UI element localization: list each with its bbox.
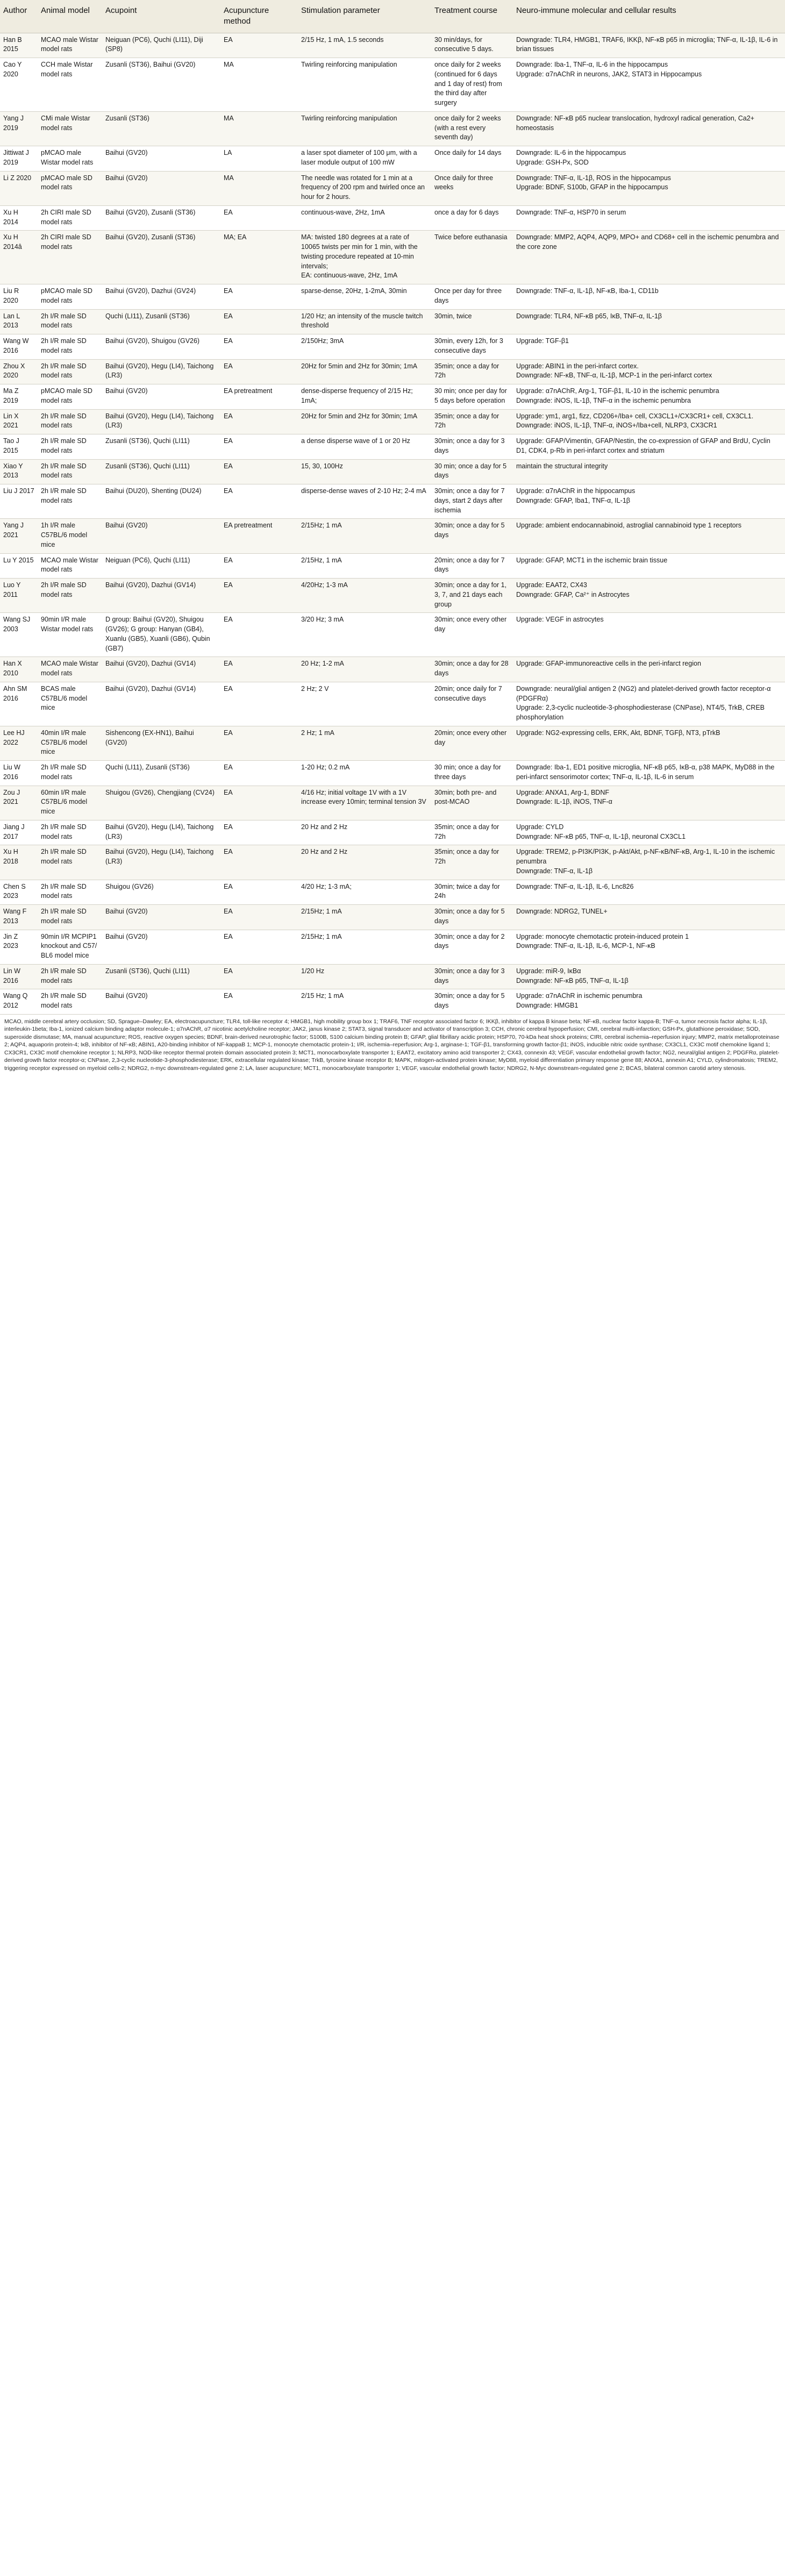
- cell-results: Downgrade: TNF-α, IL-1β, NF-κB, Iba-1, CD11b: [513, 284, 785, 310]
- cell-results: Downgrade: TLR4, HMGB1, TRAF6, IKKβ, NF-κB p65 in microglia; TNF-α, IL-1β, IL-6 in brian tissues: [513, 33, 785, 58]
- cell-animal-model: 2h I/R male SD model rats: [38, 964, 102, 989]
- table-row: [0, 384, 785, 410]
- table-row: [0, 726, 785, 760]
- cell-author: Wang F 2013: [0, 905, 38, 930]
- cell-stimulation-parameter: MA: twisted 180 degrees at a rate of 10065 twists per min for 1 min, with the twisting procedure repeated at 10-min intervals; EA: continuous-wave, 2Hz, 1mA: [298, 231, 431, 284]
- cell-treatment-course: Twice before euthanasia: [431, 231, 513, 284]
- table-row: [0, 761, 785, 786]
- cell-animal-model: 90min I/R male Wistar model rats: [38, 613, 102, 657]
- cell-stimulation-parameter: sparse-dense, 20Hz, 1-2mA, 30min: [298, 284, 431, 310]
- cell-author: Wang Q 2012: [0, 989, 38, 1015]
- cell-author: Yang J 2019: [0, 111, 38, 146]
- cell-acupuncture-method: MA: [220, 111, 298, 146]
- cell-author: Xiao Y 2013: [0, 459, 38, 484]
- cell-treatment-course: 30min, every 12h, for 3 consecutive days: [431, 334, 513, 360]
- cell-acupoint: Shuigou (GV26): [102, 880, 220, 905]
- cell-stimulation-parameter: 15, 30, 100Hz: [298, 459, 431, 484]
- cell-animal-model: 2h I/R male SD model rats: [38, 820, 102, 845]
- cell-acupuncture-method: EA: [220, 33, 298, 58]
- cell-acupuncture-method: EA: [220, 820, 298, 845]
- cell-acupoint: Baihui (GV20): [102, 146, 220, 172]
- cell-results: Upgrade: TGF-β1: [513, 334, 785, 360]
- cell-treatment-course: 30min; once a day for 5 days: [431, 989, 513, 1015]
- cell-animal-model: 40min I/R male C57BL/6 model mice: [38, 726, 102, 760]
- table-row: [0, 309, 785, 334]
- cell-author: Wang W 2016: [0, 334, 38, 360]
- cell-author: Lin W 2016: [0, 964, 38, 989]
- cell-stimulation-parameter: 2/15 Hz, 1 mA, 1.5 seconds: [298, 33, 431, 58]
- cell-treatment-course: Once daily for three weeks: [431, 171, 513, 205]
- cell-acupoint: Quchi (LI11), Zusanli (ST36): [102, 761, 220, 786]
- cell-acupoint: Baihui (GV20): [102, 171, 220, 205]
- cell-results: Upgrade: GFAP/Vimentin, GFAP/Nestin, the co-expression of GFAP and BrdU, Cyclin D1, CDK4, p-Rb in peri-infarct cortex and striatum: [513, 434, 785, 460]
- cell-stimulation-parameter: 1-20 Hz; 0.2 mA: [298, 761, 431, 786]
- cell-acupoint: Neiguan (PC6), Quchi (LI11): [102, 553, 220, 579]
- cell-stimulation-parameter: 3/20 Hz; 3 mA: [298, 613, 431, 657]
- cell-results: Downgrade: MMP2, AQP4, AQP9, MPO+ and CD68+ cell in the ischemic penumbra and the core zone: [513, 231, 785, 284]
- cell-results: Upgrade: α7nAChR in the hippocampus Downgrade: GFAP, Iba1, TNF-α, IL-1β: [513, 484, 785, 519]
- cell-acupoint: Zusanli (ST36): [102, 111, 220, 146]
- cell-stimulation-parameter: 20Hz for 5min and 2Hz for 30min; 1mA: [298, 409, 431, 434]
- cell-results: Upgrade: α7nAChR, Arg-1, TGF-β1, IL-10 in the ischemic penumbra Downgrade: iNOS, IL-1β, TNF-α in the ischemic penumbra: [513, 384, 785, 410]
- cell-results: Upgrade: ABIN1 in the peri-infarct cortex. Downgrade: NF-κB, TNF-α, IL-1β, MCP-1 in the peri-infarct cortex: [513, 359, 785, 384]
- table-row: [0, 409, 785, 434]
- table-row: [0, 33, 785, 58]
- table-row: [0, 820, 785, 845]
- cell-animal-model: 2h I/R male SD model rats: [38, 434, 102, 460]
- cell-author: Liu J 2017: [0, 484, 38, 519]
- cell-acupuncture-method: EA: [220, 905, 298, 930]
- cell-treatment-course: 30min; twice a day for 24h: [431, 880, 513, 905]
- cell-results: maintain the structural integrity: [513, 459, 785, 484]
- cell-animal-model: MCAO male Wistar model rats: [38, 657, 102, 682]
- cell-results: Downgrade: TLR4, NF-κB p65, IκB, TNF-α, IL-1β: [513, 309, 785, 334]
- cell-author: Liu W 2016: [0, 761, 38, 786]
- cell-author: Ahn SM 2016: [0, 682, 38, 726]
- cell-author: Jiang J 2017: [0, 820, 38, 845]
- cell-acupuncture-method: EA: [220, 434, 298, 460]
- cell-acupuncture-method: EA pretreatment: [220, 384, 298, 410]
- table-row: [0, 334, 785, 360]
- cell-stimulation-parameter: 4/20 Hz; 1-3 mA;: [298, 880, 431, 905]
- cell-acupoint: Zusanli (ST36), Quchi (LI11): [102, 964, 220, 989]
- cell-acupoint: Baihui (DU20), Shenting (DU24): [102, 484, 220, 519]
- cell-treatment-course: 20min; once every other day: [431, 726, 513, 760]
- cell-acupoint: Neiguan (PC6), Quchi (LI11), Diji (SP8): [102, 33, 220, 58]
- cell-animal-model: 2h I/R male SD model rats: [38, 334, 102, 360]
- cell-treatment-course: 35min; once a day for 72h: [431, 820, 513, 845]
- cell-author: Lan L 2013: [0, 309, 38, 334]
- cell-stimulation-parameter: 2/150Hz; 3mA: [298, 334, 431, 360]
- table-row: [0, 58, 785, 112]
- cell-animal-model: 2h I/R male SD model rats: [38, 761, 102, 786]
- cell-animal-model: CCH male Wistar model rats: [38, 58, 102, 112]
- table-row: [0, 553, 785, 579]
- cell-results: Upgrade: ym1, arg1, fizz, CD206+/Iba+ cell, CX3CL1+/CX3CR1+ cell, CX3CL1. Downgrade: iNOS, IL-1β, TNF-α, iNOS+/Iba+cell, NLRP3, CX3CR1: [513, 409, 785, 434]
- table-row: [0, 519, 785, 553]
- cell-animal-model: pMCAO male SD model rats: [38, 384, 102, 410]
- cell-results: Downgrade: TNF-α, HSP70 in serum: [513, 205, 785, 231]
- cell-treatment-course: 20min; once a day for 7 days: [431, 553, 513, 579]
- cell-stimulation-parameter: continuous-wave, 2Hz, 1mA: [298, 205, 431, 231]
- cell-results: Upgrade: VEGF in astrocytes: [513, 613, 785, 657]
- cell-acupoint: Quchi (LI11), Zusanli (ST36): [102, 309, 220, 334]
- cell-treatment-course: Once per day for three days: [431, 284, 513, 310]
- table-row: [0, 284, 785, 310]
- cell-author: Chen S 2023: [0, 880, 38, 905]
- cell-acupoint: Baihui (GV20), Dazhui (GV14): [102, 682, 220, 726]
- cell-acupuncture-method: EA: [220, 459, 298, 484]
- cell-stimulation-parameter: 2 Hz; 2 V: [298, 682, 431, 726]
- cell-acupoint: Baihui (GV20): [102, 989, 220, 1015]
- cell-acupoint: Baihui (GV20): [102, 519, 220, 553]
- cell-acupoint: Baihui (GV20), Hegu (LI4), Taichong (LR3): [102, 359, 220, 384]
- cell-acupuncture-method: EA: [220, 726, 298, 760]
- cell-animal-model: 1h I/R male C57BL/6 model mice: [38, 519, 102, 553]
- cell-acupoint: Baihui (GV20), Dazhui (GV14): [102, 579, 220, 613]
- cell-acupoint: Baihui (GV20), Hegu (LI4), Taichong (LR3): [102, 409, 220, 434]
- cell-animal-model: 2h I/R male SD model rats: [38, 409, 102, 434]
- cell-treatment-course: 30 min; once a day for 5 days: [431, 459, 513, 484]
- cell-results: Upgrade: CYLD Downgrade: NF-κB p65, TNF-α, IL-1β, neuronal CX3CL1: [513, 820, 785, 845]
- cell-author: Jin Z 2023: [0, 930, 38, 964]
- cell-acupoint: Baihui (GV20), Dazhui (GV24): [102, 284, 220, 310]
- table-row: [0, 964, 785, 989]
- cell-results: Downgrade: TNF-α, IL-1β, ROS in the hippocampus Upgrade: BDNF, S100b, GFAP in the hippocampus: [513, 171, 785, 205]
- cell-author: Lin X 2021: [0, 409, 38, 434]
- table-footnote: MCAO, middle cerebral artery occlusion; SD, Sprague–Dawley; EA, electroacupuncture; TLR4, toll-like receptor 4; HMGB1, high mobility group box 1; TRAF6, TNF receptor associated factor 6; IKKβ, inhibitor of kappa B kinase beta; NF-κB, nuclear factor kappa-B; TNF-α, tumor necrosis factor alpha; IL-1β, interleukin-1beta; Iba-1, ionized calcium binding adaptor molecule-1; α7nAChR, α7 nicotinic acetylcholine receptor; JAK2, janus kinase 2; STAT3, signal transducer and activator of transcription 3; CCH, chronic cerebral hypoperfusion; CMI, cerebral multi-infarction; GSH-Px, glutathione peroxidase; SOD, superoxide dismutase; MA, manual acupuncture; ROS, reactive oxygen species; BDNF, brain-derived neurotrophic factor; S100B, S100 calcium binding protein B; GFAP, glial fibrillary acidic protein; HSP70, 70-kDa heat shock proteins; CIRI, cerebral ischemia–reperfusion injury; MMP2, matrix metalloproteinase 2; AQP4, aquaporin protein-4; IκB, inhibitor of NF-κB; ABIN1, A20-binding inhibitor of NF-kappaB 1; MCP-1, monocyte chemotactic protein-1; I/R, ischemia–reperfusion; Arg-1, arginase-1; TGF-β1, transforming growth factor-β1; iNOS, inducible nitric oxide synthase; CX3CL1, CX3C motif chemokine ligand 1; CX3CR1, CX3C motif chemokine receptor 1; NLRP3, NOD-like receptor thermal protein domain associated protein 3; MCT1, monocarboxylate transporter 1; EAAT2, excitatory amino acid transporter 2; CX43, connexin 43; VEGF, vascular endothelial growth factor; NG2, neural/glial antigen 2; PDGFRα, platelet-derived growth factor receptor-α; CNPase, 2,3-cyclic nucleotide-3-phosphodiesterase; ERK, extracellular regulated kinase; TrkB, tyrosine kinase receptor B; MAPK, mitogen-activated protein kinase; MyD88, myeloid differentiation primary response gene 88; ANXA1, annexin A1; CYLD, cylindromatosis; TREM2, triggering receptor expressed on myeloid cells-2; NDRG2, n-myc downstream-regulated gene 2; LA, laser acupuncture; MCT1, monocarboxylate transporter 1; VEGF, vascular endothelial growth factor; NDRG2, N-Myc downstream-regulated gene 2; BCAS, bilateral common carotid artery stenosis.: [4, 1018, 780, 1072]
- cell-results: Upgrade: GFAP, MCT1 in the ischemic brain tissue: [513, 553, 785, 579]
- cell-acupoint: Baihui (GV20), Zusanli (ST36): [102, 231, 220, 284]
- cell-results: Upgrade: α7nAChR in ischemic penumbra Downgrade: HMGB1: [513, 989, 785, 1015]
- cell-treatment-course: 30min; once a day for 7 days, start 2 days after ischemia: [431, 484, 513, 519]
- cell-acupoint: Baihui (GV20), Hegu (LI4), Taichong (LR3): [102, 820, 220, 845]
- cell-results: Downgrade: TNF-α, IL-1β, IL-6, Lnc826: [513, 880, 785, 905]
- cell-treatment-course: 30min; both pre- and post-MCAO: [431, 786, 513, 820]
- cell-acupuncture-method: EA: [220, 579, 298, 613]
- cell-stimulation-parameter: 20 Hz and 2 Hz: [298, 820, 431, 845]
- cell-animal-model: BCAS male C57BL/6 model mice: [38, 682, 102, 726]
- cell-acupuncture-method: EA: [220, 484, 298, 519]
- table-row: [0, 434, 785, 460]
- cell-stimulation-parameter: 2/15Hz; 1 mA: [298, 930, 431, 964]
- table-row: [0, 682, 785, 726]
- cell-animal-model: 60min I/R male C57BL/6 model mice: [38, 786, 102, 820]
- table-body: [0, 33, 785, 1014]
- cell-treatment-course: 30min; once a day for 1, 3, 7, and 21 days each group: [431, 579, 513, 613]
- cell-treatment-course: 30min; once a day for 3 days: [431, 434, 513, 460]
- cell-stimulation-parameter: 2/15Hz; 1 mA: [298, 905, 431, 930]
- cell-stimulation-parameter: 4/16 Hz; initial voltage 1V with a 1V increase every 10min; terminal tension 3V: [298, 786, 431, 820]
- cell-acupoint: Baihui (GV20): [102, 930, 220, 964]
- cell-stimulation-parameter: 2/15Hz, 1 mA: [298, 553, 431, 579]
- cell-treatment-course: 20min; once daily for 7 consecutive days: [431, 682, 513, 726]
- cell-treatment-course: 35min; once a day for 72h: [431, 359, 513, 384]
- cell-treatment-course: 35min; once a day for 72h: [431, 845, 513, 880]
- cell-results: Upgrade: EAAT2, CX43 Downgrade: GFAP, Ca²⁺ in Astrocytes: [513, 579, 785, 613]
- header-treatment-course: Treatment course: [431, 0, 513, 33]
- cell-acupoint: Zusanli (ST36), Baihui (GV20): [102, 58, 220, 112]
- cell-results: Upgrade: ANXA1, Arg-1, BDNF Downgrade: IL-1β, iNOS, TNF-α: [513, 786, 785, 820]
- cell-results: Upgrade: TREM2, p-PI3K/PI3K, p-Akt/Akt, p-NF-κB/NF-κB, Arg-1, IL-10 in the ischemic penumbra Downgrade: TNF-α, IL-1β: [513, 845, 785, 880]
- cell-author: Xu H 2018: [0, 845, 38, 880]
- cell-acupuncture-method: EA: [220, 613, 298, 657]
- cell-acupoint: Baihui (GV20): [102, 905, 220, 930]
- cell-treatment-course: 30min, twice: [431, 309, 513, 334]
- cell-treatment-course: 30min; once a day for 3 days: [431, 964, 513, 989]
- cell-results: Upgrade: monocyte chemotactic protein-induced protein 1 Downgrade: TNF-α, IL-1β, IL-6, MCP-1, NF-κB: [513, 930, 785, 964]
- table-row: [0, 459, 785, 484]
- header-stimulation-parameter: Stimulation parameter: [298, 0, 431, 33]
- cell-acupuncture-method: EA: [220, 359, 298, 384]
- cell-author: Yang J 2021: [0, 519, 38, 553]
- cell-acupuncture-method: EA: [220, 845, 298, 880]
- cell-acupuncture-method: EA: [220, 682, 298, 726]
- cell-results: Upgrade: GFAP-immunoreactive cells in the peri-infarct region: [513, 657, 785, 682]
- cell-animal-model: 2h I/R male SD model rats: [38, 989, 102, 1015]
- cell-stimulation-parameter: 2/15 Hz; 1 mA: [298, 989, 431, 1015]
- cell-stimulation-parameter: Twirling reinforcing manipulation: [298, 111, 431, 146]
- cell-results: Downgrade: neural/glial antigen 2 (NG2) and platelet-derived growth factor receptor-α (PDGFRα) Upgrade: 2,3-cyclic nucleotide-3-phosphodiesterase (CNPase), NT4/5, TrkB, CREB phosphorylation: [513, 682, 785, 726]
- cell-acupuncture-method: EA: [220, 409, 298, 434]
- cell-acupuncture-method: EA: [220, 880, 298, 905]
- cell-acupuncture-method: EA: [220, 284, 298, 310]
- cell-results: Downgrade: Iba-1, TNF-α, IL-6 in the hippocampus Upgrade: α7nAChR in neurons, JAK2, STAT3 in Hippocampus: [513, 58, 785, 112]
- cell-stimulation-parameter: 2/15Hz; 1 mA: [298, 519, 431, 553]
- cell-author: Wang SJ 2003: [0, 613, 38, 657]
- cell-treatment-course: 30min; once a day for 2 days: [431, 930, 513, 964]
- table-row: [0, 171, 785, 205]
- cell-author: Tao J 2015: [0, 434, 38, 460]
- cell-animal-model: pMCAO male Wistar model rats: [38, 146, 102, 172]
- cell-animal-model: 2h I/R male SD model rats: [38, 359, 102, 384]
- cell-animal-model: 2h CIRI male SD model rats: [38, 231, 102, 284]
- cell-results: Downgrade: NDRG2, TUNEL+: [513, 905, 785, 930]
- cell-acupoint: Zusanli (ST36), Quchi (LI11): [102, 434, 220, 460]
- cell-animal-model: pMCAO male SD model rats: [38, 284, 102, 310]
- cell-acupoint: Baihui (GV20), Dazhui (GV14): [102, 657, 220, 682]
- table-row: [0, 786, 785, 820]
- cell-treatment-course: once daily for 2 weeks (with a rest every seventh day): [431, 111, 513, 146]
- acupuncture-studies-table: [0, 0, 785, 1015]
- cell-acupoint: Shuigou (GV26), Chengjiang (CV24): [102, 786, 220, 820]
- header-acupoint: Acupoint: [102, 0, 220, 33]
- cell-author: Han X 2010: [0, 657, 38, 682]
- table-row: [0, 905, 785, 930]
- cell-stimulation-parameter: a laser spot diameter of 100 μm, with a laser module output of 100 mW: [298, 146, 431, 172]
- cell-acupuncture-method: MA: [220, 58, 298, 112]
- cell-author: Xu H 2014: [0, 205, 38, 231]
- cell-author: Lu Y 2015: [0, 553, 38, 579]
- cell-animal-model: 2h I/R male SD model rats: [38, 309, 102, 334]
- cell-author: Zou J 2021: [0, 786, 38, 820]
- cell-acupoint: D group: Baihui (GV20), Shuigou (GV26); G group: Hanyan (GB4), Xuanlu (GB5), Xuanli (GB6), Qubin (GB7): [102, 613, 220, 657]
- cell-author: Lee HJ 2022: [0, 726, 38, 760]
- cell-acupoint: Baihui (GV20): [102, 384, 220, 410]
- cell-animal-model: 2h I/R male SD model rats: [38, 880, 102, 905]
- cell-animal-model: 2h I/R male SD model rats: [38, 459, 102, 484]
- table-row: [0, 579, 785, 613]
- cell-treatment-course: 35min; once a day for 72h: [431, 409, 513, 434]
- cell-animal-model: MCAO male Wistar model rats: [38, 553, 102, 579]
- cell-stimulation-parameter: 4/20Hz; 1-3 mA: [298, 579, 431, 613]
- header-results: Neuro-immune molecular and cellular results: [513, 0, 785, 33]
- cell-animal-model: 2h I/R male SD model rats: [38, 845, 102, 880]
- cell-stimulation-parameter: 1/20 Hz: [298, 964, 431, 989]
- cell-acupuncture-method: EA: [220, 657, 298, 682]
- cell-author: Liu R 2020: [0, 284, 38, 310]
- cell-treatment-course: 30min; once a day for 5 days: [431, 905, 513, 930]
- cell-stimulation-parameter: 20 Hz and 2 Hz: [298, 845, 431, 880]
- cell-treatment-course: 30 min/days, for consecutive 5 days.: [431, 33, 513, 58]
- cell-stimulation-parameter: dense-disperse frequency of 2/15 Hz; 1mA;: [298, 384, 431, 410]
- cell-animal-model: 90min I/R MCPIP1 knockout and C57/ BL6 model mice: [38, 930, 102, 964]
- cell-acupoint: Baihui (GV20), Zusanli (ST36): [102, 205, 220, 231]
- cell-author: Ma Z 2019: [0, 384, 38, 410]
- cell-acupoint: Sishencong (EX-HN1), Baihui (GV20): [102, 726, 220, 760]
- cell-acupuncture-method: EA: [220, 553, 298, 579]
- cell-treatment-course: 30min; once a day for 28 days: [431, 657, 513, 682]
- cell-results: Downgrade: IL-6 in the hippocampus Upgrade: GSH-Px, SOD: [513, 146, 785, 172]
- cell-animal-model: 2h I/R male SD model rats: [38, 579, 102, 613]
- cell-animal-model: 2h I/R male SD model rats: [38, 905, 102, 930]
- cell-acupuncture-method: EA: [220, 205, 298, 231]
- cell-stimulation-parameter: a dense disperse wave of 1 or 20 Hz: [298, 434, 431, 460]
- header-acupuncture-method: Acupuncture method: [220, 0, 298, 33]
- cell-stimulation-parameter: The needle was rotated for 1 min at a frequency of 200 rpm and twirled once an hour for 2 hours.: [298, 171, 431, 205]
- cell-treatment-course: once daily for 2 weeks (continued for 6 days and 1 day of rest) from the third day after surgery: [431, 58, 513, 112]
- cell-acupuncture-method: EA pretreatment: [220, 519, 298, 553]
- cell-acupuncture-method: MA; EA: [220, 231, 298, 284]
- table-row: [0, 880, 785, 905]
- table-header-row: [0, 0, 785, 33]
- cell-results: Downgrade: NF-κB p65 nuclear translocation, hydroxyl radical generation, Ca2+ homeostasis: [513, 111, 785, 146]
- cell-acupuncture-method: LA: [220, 146, 298, 172]
- cell-author: Luo Y 2011: [0, 579, 38, 613]
- cell-author: Li Z 2020: [0, 171, 38, 205]
- table-row: [0, 989, 785, 1015]
- cell-results: Downgrade: Iba-1, ED1 positive microglia, NF-κB p65, IκB-α, p38 MAPK, MyD88 in the peri-infarct sensorimotor cortex; TNF-α, IL-1β, IL-6 in serum: [513, 761, 785, 786]
- cell-treatment-course: Once daily for 14 days: [431, 146, 513, 172]
- cell-animal-model: MCAO male Wistar model rats: [38, 33, 102, 58]
- cell-acupoint: Baihui (GV20), Hegu (LI4), Taichong (LR3): [102, 845, 220, 880]
- cell-acupoint: Zusanli (ST36), Quchi (LI11): [102, 459, 220, 484]
- table-row: [0, 231, 785, 284]
- cell-acupuncture-method: MA: [220, 171, 298, 205]
- table-row: [0, 205, 785, 231]
- cell-results: Upgrade: NG2-expressing cells, ERK, Akt, BDNF, TGFβ, NT3, pTrkB: [513, 726, 785, 760]
- cell-animal-model: 2h CIRI male SD model rats: [38, 205, 102, 231]
- cell-acupuncture-method: EA: [220, 964, 298, 989]
- cell-acupuncture-method: EA: [220, 786, 298, 820]
- table-row: [0, 613, 785, 657]
- cell-acupoint: Baihui (GV20), Shuigou (GV26): [102, 334, 220, 360]
- cell-stimulation-parameter: disperse-dense waves of 2-10 Hz; 2-4 mA: [298, 484, 431, 519]
- cell-author: Zhou X 2020: [0, 359, 38, 384]
- cell-author: Cao Y 2020: [0, 58, 38, 112]
- cell-animal-model: CMi male Wistar model rats: [38, 111, 102, 146]
- cell-author: Jittiwat J 2019: [0, 146, 38, 172]
- cell-author: Han B 2015: [0, 33, 38, 58]
- cell-results: Upgrade: ambient endocannabinoid, astroglial cannabinoid type 1 receptors: [513, 519, 785, 553]
- table-row: [0, 657, 785, 682]
- cell-results: Upgrade: miR-9, IκBα Downgrade: NF-κB p65, TNF-α, IL-1β: [513, 964, 785, 989]
- cell-treatment-course: 30min; once every other day: [431, 613, 513, 657]
- table-row: [0, 111, 785, 146]
- cell-treatment-course: 30 min; once a day for three days: [431, 761, 513, 786]
- cell-author: Xu H 2014â: [0, 231, 38, 284]
- header-animal-model: Animal model: [38, 0, 102, 33]
- header-author: Author: [0, 0, 38, 33]
- table-row: [0, 359, 785, 384]
- cell-acupuncture-method: EA: [220, 761, 298, 786]
- cell-acupuncture-method: EA: [220, 989, 298, 1015]
- cell-acupuncture-method: EA: [220, 930, 298, 964]
- table-row: [0, 845, 785, 880]
- cell-stimulation-parameter: 20Hz for 5min and 2Hz for 30min; 1mA: [298, 359, 431, 384]
- cell-acupuncture-method: EA: [220, 334, 298, 360]
- table-row: [0, 146, 785, 172]
- cell-treatment-course: 30 min; once per day for 5 days before operation: [431, 384, 513, 410]
- table-row: [0, 930, 785, 964]
- table-row: [0, 484, 785, 519]
- cell-animal-model: pMCAO male SD model rats: [38, 171, 102, 205]
- cell-acupuncture-method: EA: [220, 309, 298, 334]
- cell-stimulation-parameter: 1/20 Hz; an intensity of the muscle twitch threshold: [298, 309, 431, 334]
- cell-animal-model: 2h I/R male SD model rats: [38, 484, 102, 519]
- cell-treatment-course: once a day for 6 days: [431, 205, 513, 231]
- cell-stimulation-parameter: 20 Hz; 1-2 mA: [298, 657, 431, 682]
- cell-stimulation-parameter: 2 Hz; 1 mA: [298, 726, 431, 760]
- cell-stimulation-parameter: Twirling reinforcing manipulation: [298, 58, 431, 112]
- cell-treatment-course: 30min; once a day for 5 days: [431, 519, 513, 553]
